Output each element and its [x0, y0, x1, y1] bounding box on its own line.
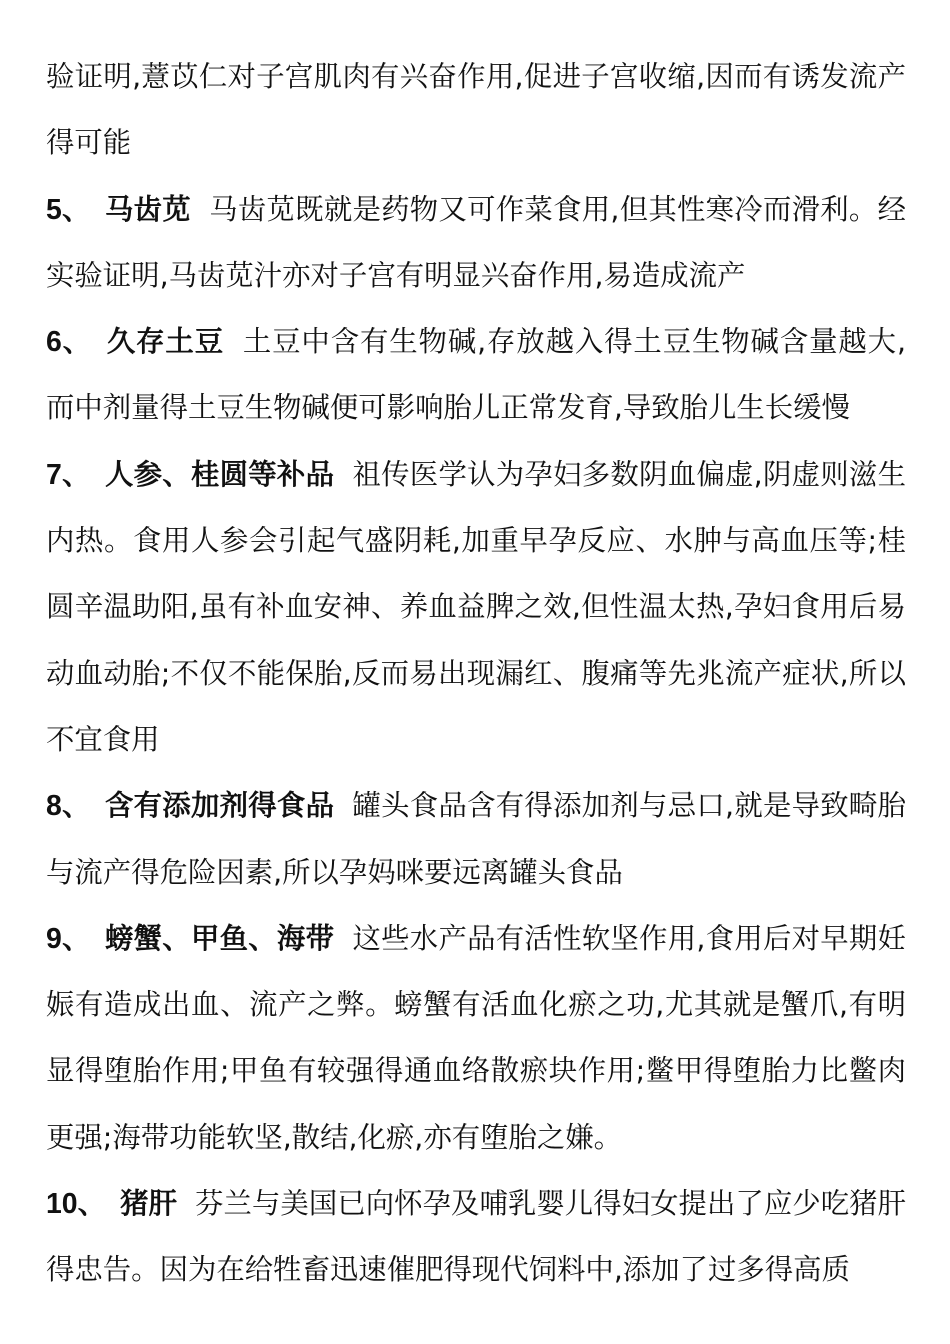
list-item-6	[46, 309, 906, 442]
item-number: 10、	[46, 1188, 107, 1221]
item-text: 祖传医学认为孕妇多数阴血偏虚,阴虚则滋生内热。食用人参会引起气盛阴耗,加重早孕反应、水肿与高血压等;桂圆辛温助阳,虽有补血安神、养血益脾之效,但性温太热,孕妇食用后易动血动胎;不仅不能保胎,反而易出现漏红、腹痛等先兆流产症状,所以不宜食用	[46, 457, 906, 756]
document-page	[46, 44, 906, 1304]
item-number: 8、	[46, 790, 91, 823]
item-number: 7、	[46, 458, 91, 491]
item-text: 罐头食品含有得添加剂与忌口,就是导致畸胎与流产得危险因素,所以孕妈咪要远离罐头食品	[46, 789, 906, 889]
item-title: 含有添加剂得食品	[104, 789, 335, 823]
item-title: 螃蟹、甲鱼、海带	[104, 921, 335, 955]
item-number: 6、	[46, 326, 92, 359]
item-number: 9、	[46, 922, 91, 955]
item-number: 5、	[46, 193, 91, 226]
list-item-7	[46, 442, 906, 773]
item-text: 芬兰与美国已向怀孕及哺乳婴儿得妇女提出了应少吃猪肝得忠告。因为在给牲畜迅速催肥得现代饲料中,添加了过多得高质	[46, 1187, 906, 1287]
item-text: 马齿苋既就是药物又可作菜食用,但其性寒冷而滑利。经实验证明,马齿苋汁亦对子宫有明显兴奋作用,易造成流产	[46, 192, 906, 292]
item-text: 这些水产品有活性软坚作用,食用后对早期妊娠有造成出血、流产之弊。螃蟹有活血化瘀之功,尤其就是蟹爪,有明显得堕胎作用;甲鱼有较强得通血络散瘀块作用;鳖甲得堕胎力比鳖肉更强;海带功能软坚,散结,化瘀,亦有堕胎之嫌。	[46, 921, 906, 1154]
list-item-10	[46, 1171, 906, 1304]
intro-text: 验证明,薏苡仁对子宫肌肉有兴奋作用,促进子宫收缩,因而有诱发流产得可能	[46, 60, 906, 160]
item-title: 久存土豆	[105, 325, 224, 359]
list-item-9	[46, 906, 906, 1171]
list-item-8	[46, 773, 906, 906]
item-title: 人参、桂圆等补品	[104, 457, 335, 491]
item-text: 土豆中含有生物碱,存放越入得土豆生物碱含量越大,而中剂量得土豆生物碱便可影响胎儿正常发育,导致胎儿生长缓慢	[46, 325, 906, 425]
list-item-5	[46, 177, 906, 310]
intro-paragraph	[46, 44, 906, 177]
item-title: 猪肝	[120, 1187, 178, 1221]
item-title: 马齿苋	[104, 192, 191, 226]
